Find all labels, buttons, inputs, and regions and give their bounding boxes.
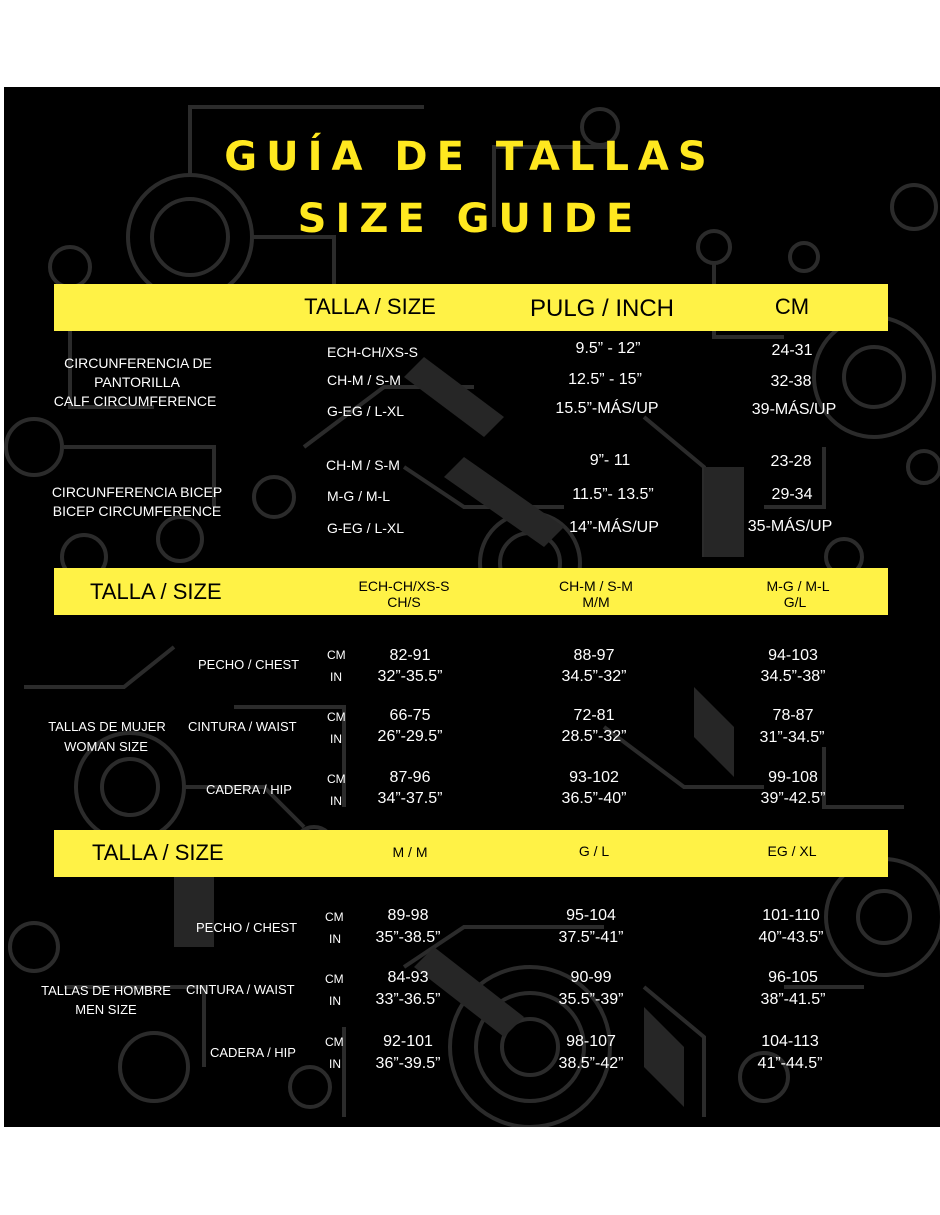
header-size: TALLA / SIZE	[304, 294, 436, 319]
women-header-col3-line1: M-G / M-L	[766, 578, 830, 594]
men-hip-cm-3: 104-113	[761, 1033, 819, 1050]
women-waist-in-2: 28.5”-32”	[561, 728, 627, 745]
men-chest-in-2: 37.5”-41”	[558, 929, 624, 946]
men-chest-in-3: 40”-43.5”	[758, 929, 824, 946]
women-waist-unit-cm: CM	[327, 710, 346, 724]
header-inch: PULG / INCH	[529, 295, 675, 322]
calf-cm-2: 32-38	[770, 373, 812, 390]
women-header-col2-line1: CH-M / S-M	[559, 578, 633, 594]
women-waist-cm-3: 78-87	[772, 707, 814, 724]
bicep-label-line2: BICEP CIRCUMFERENCE	[52, 503, 222, 519]
calf-inch-1: 9.5” - 12”	[575, 340, 641, 357]
bicep-size-2: M-G / M-L	[327, 488, 390, 504]
women-hip-label: CADERA / HIP	[206, 782, 292, 797]
men-chest-cm-2: 95-104	[566, 907, 616, 924]
men-header-col3: EG / XL	[767, 843, 817, 859]
bicep-label-line1: CIRCUNFERENCIA BICEP	[51, 484, 223, 500]
calf-cm-1: 24-31	[771, 342, 813, 359]
bicep-inch-3: 14”-MÁS/UP	[569, 519, 659, 536]
men-chest-cm-3: 101-110	[762, 907, 820, 924]
men-waist-unit-in: IN	[329, 994, 341, 1008]
women-hip-unit-in: IN	[330, 794, 342, 808]
women-header-col3-line2: G/L	[783, 594, 807, 610]
header-cm: CM	[774, 294, 810, 319]
calf-label-line3: CALF CIRCUMFERENCE	[53, 393, 217, 409]
men-hip-cm-2: 98-107	[566, 1033, 616, 1050]
title-spanish: GUÍA DE TALLAS	[224, 134, 716, 180]
title-english: SIZE GUIDE	[297, 196, 643, 242]
calf-label-line1: CIRCUNFERENCIA DE	[64, 355, 212, 371]
women-hip-cm-3: 99-108	[768, 769, 818, 786]
women-label-line2: WOMAN SIZE	[64, 739, 148, 754]
women-waist-label: CINTURA / WAIST	[188, 719, 297, 734]
men-waist-cm-2: 90-99	[570, 969, 612, 986]
men-hip-in-3: 41”-44.5”	[757, 1055, 823, 1072]
women-waist-in-3: 31”-34.5”	[759, 729, 825, 746]
men-label-line1: TALLAS DE HOMBRE	[41, 983, 171, 998]
men-waist-label: CINTURA / WAIST	[186, 982, 295, 997]
men-hip-unit-cm: CM	[325, 1035, 344, 1049]
women-hip-cm-1: 87-96	[389, 769, 431, 786]
women-chest-cm-3: 94-103	[768, 647, 818, 664]
men-chest-unit-in: IN	[329, 932, 341, 946]
men-waist-cm-1: 84-93	[387, 969, 429, 986]
women-waist-cm-2: 72-81	[573, 707, 615, 724]
women-header-size: TALLA / SIZE	[90, 579, 222, 604]
bicep-inch-1: 9”- 11	[589, 452, 631, 469]
header-bar-measurements	[54, 284, 888, 331]
bicep-cm-3: 35-MÁS/UP	[747, 518, 833, 535]
women-waist-in-1: 26”-29.5”	[377, 728, 443, 745]
bicep-size-3: G-EG / L-XL	[327, 520, 405, 536]
bicep-inch-2: 11.5”- 13.5”	[572, 486, 654, 503]
women-header-col2-line2: M/M	[582, 594, 610, 610]
men-waist-in-3: 38”-41.5”	[760, 991, 826, 1008]
men-chest-cm-1: 89-98	[387, 907, 429, 924]
women-hip-in-2: 36.5”-40”	[561, 790, 627, 807]
women-hip-in-3: 39”-42.5”	[760, 790, 826, 807]
women-chest-unit-cm: CM	[327, 648, 346, 662]
women-waist-unit-in: IN	[330, 732, 342, 746]
men-header-size: TALLA / SIZE	[92, 840, 224, 865]
men-waist-cm-3: 96-105	[768, 969, 818, 986]
men-chest-label: PECHO / CHEST	[196, 920, 298, 935]
men-waist-unit-cm: CM	[325, 972, 344, 986]
calf-cm-3: 39-MÁS/UP	[751, 401, 837, 418]
women-chest-unit-in: IN	[330, 670, 342, 684]
men-header-col1: M / M	[392, 844, 428, 860]
women-chest-cm-2: 88-97	[573, 647, 615, 664]
men-header-col2: G / L	[578, 843, 610, 859]
women-label-line1: TALLAS DE MUJER	[48, 719, 166, 734]
calf-size-3: G-EG / L-XL	[327, 403, 405, 419]
women-hip-in-1: 34”-37.5”	[377, 790, 443, 807]
men-hip-in-1: 36”-39.5”	[375, 1055, 441, 1072]
women-hip-unit-cm: CM	[327, 772, 346, 786]
calf-size-1: ECH-CH/XS-S	[327, 344, 419, 360]
men-hip-cm-1: 92-101	[383, 1033, 433, 1050]
men-hip-unit-in: IN	[329, 1057, 341, 1071]
women-chest-cm-1: 82-91	[389, 647, 431, 664]
women-chest-in-2: 34.5”-32”	[561, 668, 627, 685]
women-waist-cm-1: 66-75	[389, 707, 431, 724]
men-hip-label: CADERA / HIP	[210, 1045, 296, 1060]
women-chest-label: PECHO / CHEST	[198, 657, 300, 672]
men-chest-unit-cm: CM	[325, 910, 344, 924]
women-chest-in-3: 34.5”-38”	[760, 668, 826, 685]
bicep-cm-1: 23-28	[770, 453, 812, 470]
women-header-col1-line2: CH/S	[387, 594, 421, 610]
calf-size-2: CH-M / S-M	[327, 372, 401, 388]
women-chest-in-1: 32”-35.5”	[377, 668, 443, 685]
calf-label-line2: PANTORILLA	[94, 374, 180, 390]
calf-inch-3: 15.5”-MÁS/UP	[555, 400, 659, 417]
men-hip-in-2: 38.5”-42”	[558, 1055, 624, 1072]
men-waist-in-2: 35.5”-39”	[558, 991, 624, 1008]
men-label-line2: MEN SIZE	[75, 1002, 137, 1017]
women-header-col1-line1: ECH-CH/XS-S	[358, 578, 450, 594]
women-hip-cm-2: 93-102	[569, 769, 619, 786]
bicep-cm-2: 29-34	[771, 486, 813, 503]
calf-inch-2: 12.5” - 15”	[568, 371, 642, 388]
men-chest-in-1: 35”-38.5”	[375, 929, 441, 946]
men-waist-in-1: 33”-36.5”	[375, 991, 441, 1008]
bicep-size-1: CH-M / S-M	[326, 457, 400, 473]
